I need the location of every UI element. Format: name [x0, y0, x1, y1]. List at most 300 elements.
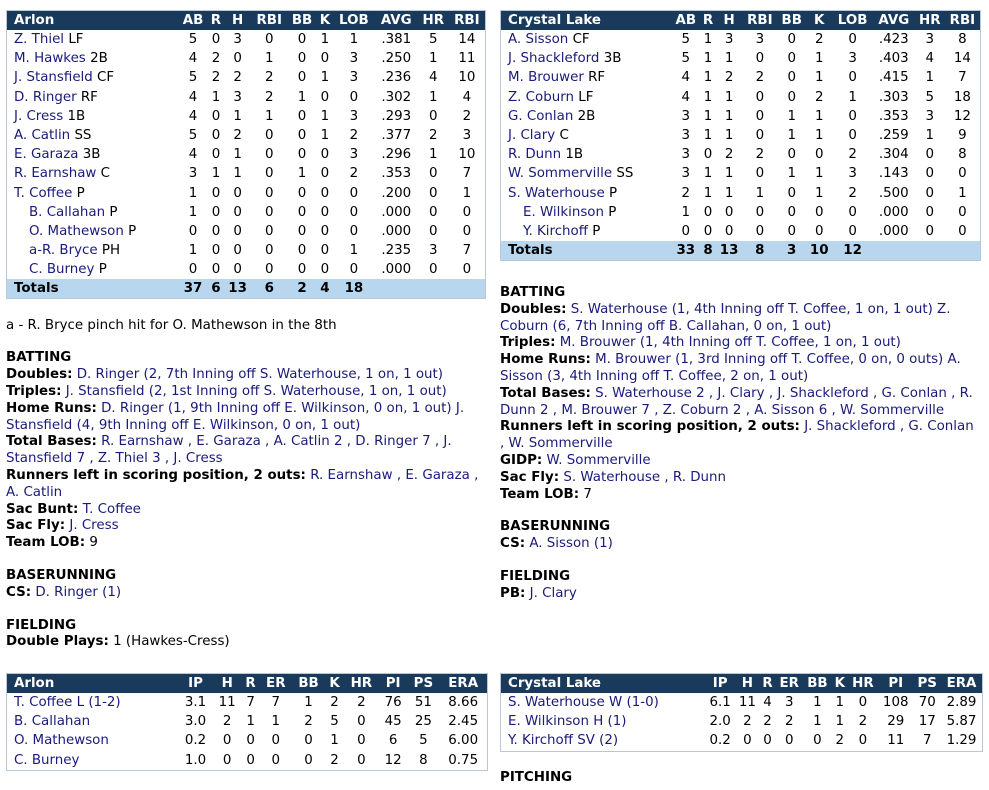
stat-cell: 0 [297, 204, 307, 220]
stat-cell: 0 [211, 262, 221, 278]
column-header: BB [292, 674, 325, 693]
total-cell [375, 279, 418, 298]
player-link[interactable]: J. Cress [14, 108, 64, 124]
batter-row [7, 145, 485, 164]
column-header: RBI [742, 11, 777, 30]
stat-cell: 2 [462, 108, 472, 124]
stat-cell: 1 [814, 108, 824, 124]
stat-cell: 3 [349, 51, 359, 67]
stat-cell: 0 [297, 262, 307, 278]
player-link[interactable]: W. Sommerville [508, 166, 613, 182]
stat-cell: 1 [271, 714, 281, 730]
stat-cell: 1 [703, 51, 713, 67]
stat-cell: 5 [681, 51, 691, 67]
player-link[interactable]: Y. Kirchoff [523, 223, 588, 239]
stat-cell: 0 [297, 147, 307, 163]
column-header: HR [848, 674, 878, 693]
stat-cell: 0 [246, 733, 255, 749]
stat-cell: 2 [222, 714, 232, 730]
total-cell: 13 [716, 241, 742, 260]
arlon-footnote: a - R. Bryce pinch hit for O. Mathewson in the 8th [6, 318, 337, 334]
stat-cell: 1 [814, 166, 824, 182]
stat-cell: 0 [211, 243, 221, 259]
stat-cell: 11 [887, 733, 905, 749]
stat-cell: 3 [925, 32, 935, 48]
crystal-batting-notes [500, 285, 981, 503]
column-header: R [700, 11, 716, 30]
crystal-baserunning [500, 519, 981, 553]
stat-cell: 0 [271, 752, 281, 768]
total-cell: 2 [287, 279, 316, 298]
batter-row [7, 88, 485, 107]
stat-cell: 1 [835, 714, 845, 730]
stat-cell: 51 [414, 695, 432, 711]
stat-cell: 7 [246, 695, 255, 711]
stat-cell: 7 [462, 243, 472, 259]
stat-cell: 0 [357, 714, 366, 730]
batter-row [501, 145, 980, 164]
stat-cell: 0 [958, 223, 967, 239]
arlon-sac-fly: Sac Fly: J. Cress [6, 518, 119, 534]
player-link[interactable]: Z. Coburn [508, 89, 574, 105]
stat-cell: 12 [384, 752, 402, 768]
stat-cell: .000 [878, 204, 909, 220]
player-position: CF [572, 32, 590, 48]
stat-cell: 0 [681, 223, 691, 239]
player-link[interactable]: M. Hawkes [14, 51, 86, 67]
batter-row [501, 88, 980, 107]
column-header: PS [913, 674, 941, 693]
pitcher-row [7, 751, 487, 770]
crystal-pitching-title: PITCHING [500, 770, 573, 785]
column-header: PI [379, 674, 407, 693]
stat-cell: 0 [429, 223, 438, 239]
pitcher-row [501, 712, 982, 731]
stat-cell: 1 [848, 89, 857, 105]
stat-cell: 0 [462, 223, 472, 239]
player-link[interactable]: B. Callahan [29, 204, 106, 220]
stat-cell: 1 [787, 166, 796, 182]
player-position: 2B [90, 51, 108, 67]
stat-cell: 0 [814, 147, 824, 163]
stat-cell: 0 [755, 89, 765, 105]
column-header: AVG [873, 11, 915, 30]
batter-row [7, 260, 485, 279]
stat-cell: 0 [784, 733, 794, 749]
stat-cell: 0 [925, 204, 935, 220]
stat-cell: 1 [724, 108, 734, 124]
arlon-caught-stealing: CS: D. Ringer (1) [6, 584, 122, 600]
batter-row [501, 30, 980, 49]
stat-cell: 5 [925, 89, 935, 105]
stat-cell: 5 [188, 128, 198, 144]
stat-cell: 4 [188, 89, 198, 105]
pitcher-row [7, 693, 487, 712]
player-position: PH [101, 243, 121, 259]
stat-cell: 1 [304, 695, 313, 711]
stat-cell: .353 [878, 108, 909, 124]
crystal-total-bases: Total Bases: S. Waterhouse 2 , J. Clary , J. Shackleford , G. Conlan , R. Dunn 2 , M. Brouwer 7 , Z. Coburn 2 , A. Sisson 6 , W. Sommerville [500, 385, 973, 418]
stat-cell: 0 [304, 752, 313, 768]
batter-cell [501, 203, 671, 222]
player-position: LF [68, 32, 84, 48]
batter-row [7, 126, 485, 145]
stat-cell: 1 [320, 32, 330, 48]
stat-cell: 1 [703, 89, 713, 105]
stat-cell: 1 [724, 89, 734, 105]
player-link[interactable]: a-R. Bryce [29, 243, 98, 259]
stat-cell: 3 [349, 147, 359, 163]
arlon-totals-row [7, 279, 485, 298]
stat-cell: 0 [755, 204, 765, 220]
stat-cell: 3 [462, 128, 472, 144]
stat-cell: 0 [357, 752, 366, 768]
player-link[interactable]: T. Coffee [14, 185, 73, 201]
arlon-doubles: Doubles: D. Ringer (2, 7th Inning off S. Waterhouse, 1 on, 1 out) [6, 367, 444, 383]
stat-cell: 3 [233, 32, 242, 48]
arlon-fielding [6, 618, 486, 652]
stat-cell: 0 [211, 108, 221, 124]
stat-cell: .293 [381, 108, 412, 124]
stat-cell: 1 [814, 128, 824, 144]
column-header: HR [344, 674, 379, 693]
stat-cell: 0 [848, 32, 857, 48]
batter-row [7, 107, 485, 126]
batter-cell [7, 68, 178, 87]
stat-cell: 0 [320, 223, 330, 239]
stat-cell: 0 [703, 223, 713, 239]
arlon-total-bases: Total Bases: R. Earnshaw , E. Garaza , A. Catlin 2 , D. Ringer 7 , J. Stansfield 7 , Z. Thiel 3 , J. Cress [6, 434, 452, 467]
stat-cell: 2 [330, 695, 339, 711]
pitcher-link[interactable]: O. Mathewson [14, 733, 109, 749]
stat-cell: 0 [233, 243, 242, 259]
arlon-batting-table [7, 11, 485, 298]
total-cell: 6 [208, 279, 224, 298]
total-cell: 13 [224, 279, 251, 298]
player-position: SS [74, 128, 92, 144]
batter-row [7, 30, 485, 49]
stat-cell: 0.2 [184, 733, 207, 749]
stat-cell: 10 [458, 147, 476, 163]
stat-cell: 1 [724, 128, 734, 144]
player-link[interactable]: R. Dunn [508, 147, 562, 163]
stat-cell: 7 [958, 70, 967, 86]
stat-cell: 0 [222, 733, 232, 749]
stat-cell: 0 [429, 204, 438, 220]
crystal-lake-column [500, 10, 981, 603]
stat-cell: 1 [813, 695, 822, 711]
stat-cell: 2 [743, 714, 752, 730]
total-cell: 37 [178, 279, 208, 298]
arlon-batting-title: BATTING [6, 350, 72, 366]
column-header: AVG [375, 11, 418, 30]
stat-cell: 1 [703, 166, 713, 182]
stat-cell: 45 [384, 714, 402, 730]
stat-cell: 0 [320, 262, 330, 278]
crystal-triples: Triples: M. Brouwer (1, 4th Inning off T. Coffee, 1 on, 1 out) [500, 335, 901, 351]
player-position: CF [97, 70, 115, 86]
stat-cell: 2 [755, 147, 765, 163]
crystal-pitching-table [501, 674, 982, 751]
batter-cell [501, 126, 671, 145]
stat-cell: 2.45 [448, 714, 479, 730]
stat-cell: 0 [787, 51, 796, 67]
stat-cell: .500 [878, 185, 909, 201]
column-header: PS [407, 674, 439, 693]
stat-cell: .236 [381, 70, 412, 86]
batter-cell [501, 68, 671, 87]
stat-cell: 2 [429, 128, 438, 144]
stat-cell: 2 [755, 70, 765, 86]
player-link[interactable]: D. Ringer [14, 89, 77, 105]
stat-cell: 18 [953, 89, 971, 105]
stat-cell: 6 [388, 733, 398, 749]
arlon-baserunning-title: BASERUNNING [6, 568, 117, 583]
crystal-batting-box [500, 10, 981, 261]
player-position: P [128, 223, 137, 239]
total-cell: 10 [806, 241, 832, 260]
player-link[interactable]: M. Brouwer [508, 70, 584, 86]
pitcher-link[interactable]: B. Callahan [14, 714, 91, 730]
stat-cell: 2.89 [946, 695, 977, 711]
batter-cell [501, 145, 671, 164]
stat-cell: 3 [681, 108, 691, 124]
column-header: ER [775, 674, 803, 693]
stat-cell: 0 [297, 51, 307, 67]
stat-cell: 0 [958, 166, 967, 182]
stat-cell: 0.2 [709, 733, 731, 749]
stat-cell: .235 [381, 243, 412, 259]
stat-cell: 11 [458, 51, 476, 67]
stat-cell: 0 [755, 128, 765, 144]
stat-cell: 0 [297, 243, 307, 259]
stat-cell: 0 [297, 108, 307, 124]
arlon-fielding-title: FIELDING [6, 617, 77, 633]
stat-cell: 108 [882, 695, 909, 711]
stat-cell: 0 [787, 70, 796, 86]
player-position: P [608, 204, 617, 220]
arlon-sac-bunt: Sac Bunt: T. Coffee [6, 501, 141, 517]
player-link[interactable]: E. Wilkinson [523, 204, 604, 220]
stat-cell: .000 [381, 204, 412, 220]
stat-cell: 17 [918, 714, 936, 730]
column-header: AB [671, 11, 700, 30]
stat-cell: 1 [787, 108, 796, 124]
stat-cell: 8.66 [448, 695, 479, 711]
column-header: AB [178, 11, 208, 30]
stat-cell: 14 [953, 51, 971, 67]
player-link[interactable]: O. Mathewson [29, 223, 124, 239]
stat-cell: .304 [878, 147, 909, 163]
stat-cell: 2 [724, 147, 734, 163]
column-header: HR [418, 11, 449, 30]
arlon-batting-box [6, 10, 486, 299]
stat-cell: 7 [922, 733, 932, 749]
stat-cell: 1 [958, 185, 967, 201]
stat-cell: 0 [703, 147, 713, 163]
stat-cell: 4 [763, 695, 772, 711]
stat-cell: 0 [848, 223, 857, 239]
stat-cell: 1 [320, 108, 330, 124]
column-header: BB [777, 11, 806, 30]
stat-cell: 8 [958, 147, 967, 163]
stat-cell: 0 [264, 223, 274, 239]
column-header: K [832, 674, 848, 693]
stat-cell: 1 [320, 70, 330, 86]
stat-cell: 3 [848, 51, 857, 67]
total-cell: 3 [777, 241, 806, 260]
arlon-double-plays: Double Plays: 1 (Hawkes-Cress) [6, 634, 230, 650]
batter-row [501, 126, 980, 145]
batter-cell [7, 184, 178, 203]
player-position: 1B [565, 147, 584, 163]
crystal-fielding-title: FIELDING [500, 569, 571, 585]
pitcher-link[interactable]: T. Coffee L (1-2) [14, 695, 121, 711]
player-link[interactable]: G. Conlan [508, 108, 574, 124]
batter-cell [7, 88, 178, 107]
stat-cell: 2 [211, 51, 221, 67]
stat-cell: 0 [264, 128, 274, 144]
batter-row [7, 241, 485, 260]
stat-cell: 1 [724, 51, 734, 67]
stat-cell: 4 [188, 51, 198, 67]
stat-cell: 2.0 [709, 714, 731, 730]
player-position: RF [80, 89, 98, 105]
stat-cell: 0 [848, 204, 857, 220]
stat-cell: 1 [429, 51, 438, 67]
batter-row [501, 107, 980, 126]
stat-cell: 5 [681, 32, 691, 48]
total-cell: 4 [317, 279, 333, 298]
crystal-batting-header [501, 11, 980, 30]
stat-cell: 1.29 [946, 733, 977, 749]
stat-cell: 1 [349, 243, 359, 259]
batter-cell [7, 203, 178, 222]
stat-cell: 70 [918, 695, 936, 711]
arlon-column [6, 10, 486, 651]
column-header: BB [287, 11, 316, 30]
stat-cell: .200 [381, 185, 412, 201]
batter-row [7, 164, 485, 183]
stat-cell: 3 [349, 70, 359, 86]
column-header: LOB [832, 11, 872, 30]
batter-row [7, 184, 485, 203]
stat-cell: 0 [271, 733, 281, 749]
stat-cell: 5 [419, 733, 428, 749]
stat-cell: .000 [381, 262, 412, 278]
stat-cell: 0 [233, 262, 242, 278]
crystal-team-heading: Crystal Lake [501, 11, 671, 30]
stat-cell: 11 [218, 695, 236, 711]
player-link[interactable]: E. Garaza [14, 147, 79, 163]
stat-cell: 2 [233, 128, 242, 144]
total-cell: 18 [333, 279, 375, 298]
crystal-risp: Runners left in scoring position, 2 outs: J. Shackleford , G. Conlan , W. Sommerville [500, 419, 974, 452]
stat-cell: 3 [349, 108, 359, 124]
stat-cell: 2 [724, 70, 734, 86]
stat-cell: .353 [381, 166, 412, 182]
batter-row [501, 164, 980, 183]
pitcher-link[interactable]: E. Wilkinson H (1) [508, 714, 627, 730]
player-link[interactable]: S. Waterhouse [508, 185, 605, 201]
stat-cell: 0 [848, 128, 857, 144]
crystal-batting-rows [501, 30, 980, 241]
player-link[interactable]: A. Sisson [508, 32, 569, 48]
stat-cell: 4 [681, 89, 691, 105]
stat-cell: 3 [848, 166, 857, 182]
crystal-totals-row [501, 241, 980, 260]
stat-cell: 76 [384, 695, 402, 711]
stat-cell: 0 [233, 204, 242, 220]
stat-cell: 0 [925, 147, 935, 163]
crystal-totals-label: Totals [501, 241, 671, 260]
pitcher-link[interactable]: S. Waterhouse W (1-0) [508, 695, 659, 711]
batter-row [7, 203, 485, 222]
stat-cell: 2 [848, 185, 857, 201]
stat-cell: 1 [211, 89, 221, 105]
stat-cell: .000 [381, 223, 412, 239]
stat-cell: 0 [264, 32, 274, 48]
stat-cell: 6.1 [709, 695, 731, 711]
stat-cell: 0 [848, 108, 857, 124]
stat-cell: 0 [320, 204, 330, 220]
column-header: RBI [945, 11, 980, 30]
crystal-batting-table [501, 11, 980, 260]
total-cell: 8 [700, 241, 716, 260]
crystal-gidp: GIDP: W. Sommerville [500, 453, 651, 469]
stat-cell: 3 [724, 32, 734, 48]
stat-cell: .259 [878, 128, 909, 144]
stat-cell: 0 [349, 262, 359, 278]
stat-cell: 1 [320, 128, 330, 144]
stat-cell: 1 [787, 128, 796, 144]
stat-cell: 2 [233, 70, 242, 86]
player-link[interactable]: J. Stansfield [14, 70, 93, 86]
stat-cell: 5.87 [946, 714, 977, 730]
player-link[interactable]: C. Burney [29, 262, 95, 278]
pitcher-row [501, 731, 982, 750]
column-header: R [760, 674, 776, 693]
column-header: PI [878, 674, 913, 693]
stat-cell: 2 [814, 89, 824, 105]
pitcher-link[interactable]: C. Burney [14, 752, 80, 768]
player-link[interactable]: Z. Thiel [14, 32, 65, 48]
stat-cell: 1 [925, 70, 935, 86]
stat-cell: 0 [755, 108, 765, 124]
stat-cell: 1 [724, 166, 734, 182]
stat-cell: 0 [233, 185, 242, 201]
stat-cell: 0 [264, 262, 274, 278]
player-link[interactable]: J. Clary [508, 128, 556, 144]
player-link[interactable]: J. Shackleford [508, 51, 600, 67]
stat-cell: 1 [703, 70, 713, 86]
stat-cell: 0 [755, 51, 765, 67]
total-cell: 33 [671, 241, 700, 260]
stat-cell: 4 [462, 89, 472, 105]
player-link[interactable]: R. Earnshaw [14, 166, 97, 182]
player-link[interactable]: A. Catlin [14, 128, 71, 144]
stat-cell: 1 [703, 128, 713, 144]
column-header: ERA [941, 674, 982, 693]
stat-cell: 0 [429, 108, 438, 124]
stat-cell: 0 [233, 223, 242, 239]
arlon-pitching-team: Arlon [7, 674, 178, 693]
pitcher-link[interactable]: Y. Kirchoff SV (2) [508, 733, 619, 749]
crystal-sac-fly: Sac Fly: S. Waterhouse , R. Dunn [500, 469, 726, 485]
column-header: H [224, 11, 251, 30]
stat-cell: 0 [814, 223, 824, 239]
column-header: K [806, 11, 832, 30]
